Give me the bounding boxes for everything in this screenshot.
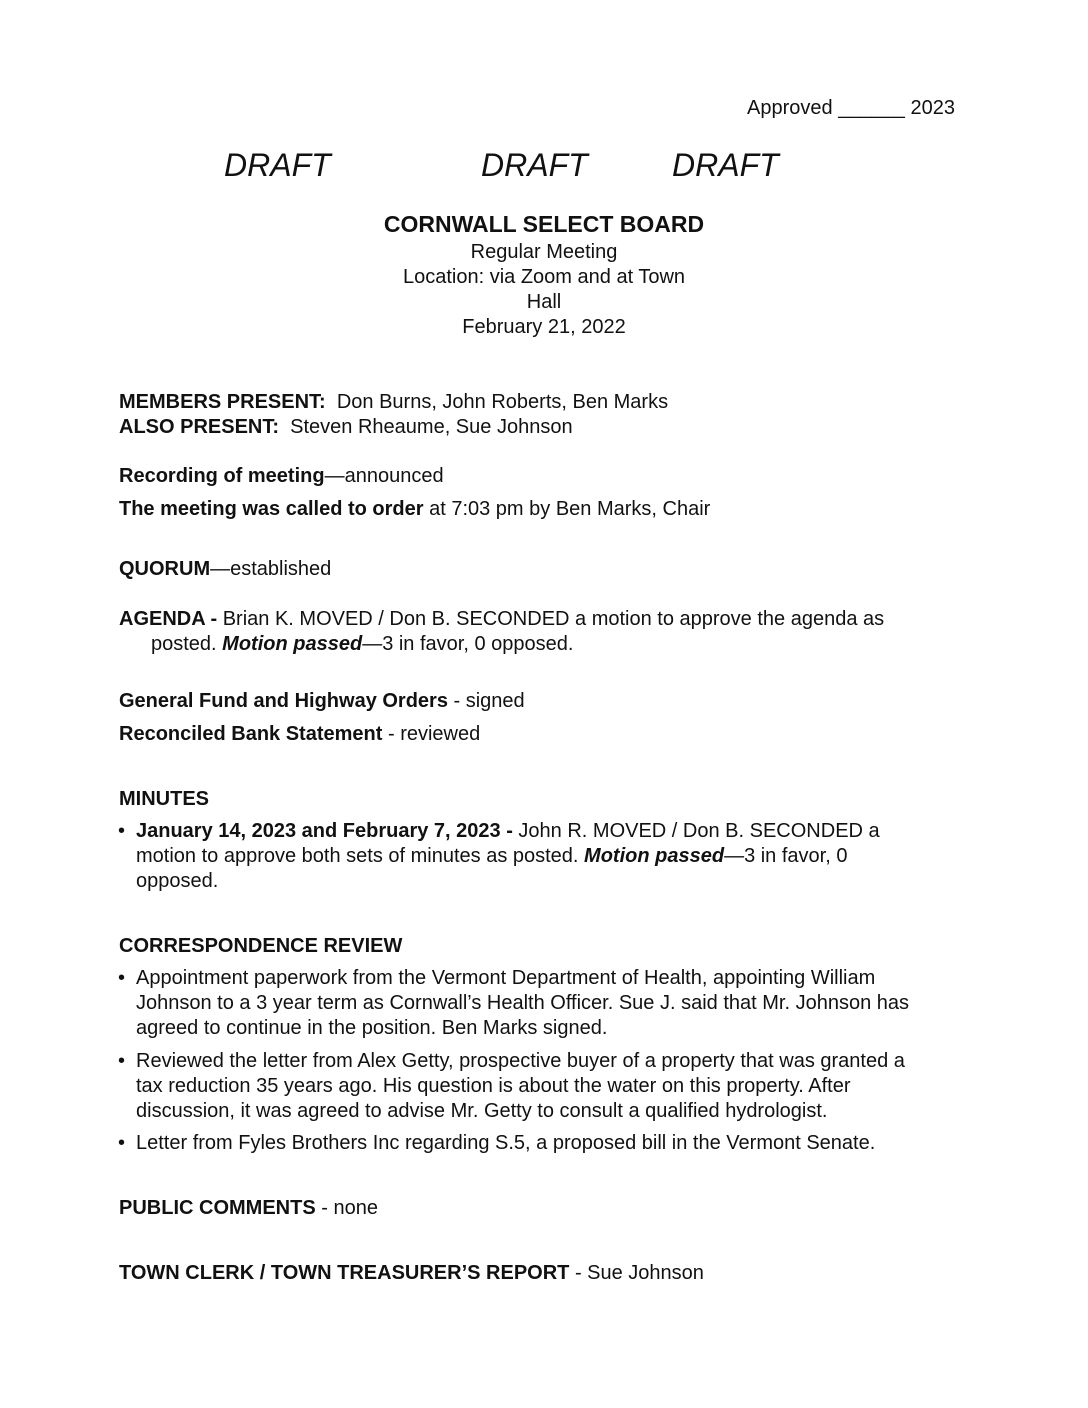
- recording-label: Recording of meeting: [119, 465, 325, 487]
- bullet-icon: •: [118, 1132, 126, 1154]
- minutes-motion-passed: Motion passed: [584, 845, 725, 867]
- correspondence-item-3-line-1: Letter from Fyles Brothers Inc regarding S.5, a proposed bill in the Vermont Senate.: [136, 1132, 876, 1154]
- agenda-motion-passed: Motion passed: [222, 633, 363, 655]
- draft-mark-3: DRAFT: [672, 147, 779, 183]
- quorum-value: —established: [210, 558, 332, 580]
- correspondence-heading: CORRESPONDENCE REVIEW: [119, 935, 403, 957]
- agenda-text-2: posted.: [151, 633, 223, 655]
- orders-line: [119, 689, 525, 714]
- document-title: CORNWALL SELECT BOARD: [383, 211, 705, 237]
- public-comments-line: [119, 1196, 378, 1221]
- bullet-icon: •: [118, 1050, 126, 1072]
- members-present-label: MEMBERS PRESENT:: [119, 391, 326, 413]
- approved-blank: ______: [838, 97, 905, 119]
- agenda-line-1: [119, 607, 884, 632]
- bank-label: Reconciled Bank Statement: [119, 723, 383, 745]
- approved-label: Approved: [747, 97, 833, 119]
- treasurer-report-value: - Sue Johnson: [569, 1262, 704, 1284]
- correspondence-item-2-line-1: Reviewed the letter from Alex Getty, prospective buyer of a property that was granted a: [136, 1050, 905, 1072]
- bullet-icon: •: [118, 967, 126, 989]
- also-present-label: ALSO PRESENT:: [119, 416, 280, 438]
- orders-value: - signed: [447, 690, 525, 712]
- approved-line: [747, 96, 955, 121]
- orders-label: General Fund and Highway Orders: [119, 690, 448, 712]
- correspondence-item-1-line-1: Appointment paperwork from the Vermont Department of Health, appointing William: [136, 967, 876, 989]
- call-to-order-value: at 7:03 pm by Ben Marks, Chair: [423, 498, 711, 520]
- approved-year: 2023: [910, 97, 955, 119]
- location-line-1: Location: via Zoom and at Town: [402, 266, 686, 288]
- meeting-type: Regular Meeting: [470, 241, 618, 263]
- draft-mark-1: DRAFT: [224, 147, 331, 183]
- agenda-vote: —3 in favor, 0 opposed.: [362, 633, 574, 655]
- correspondence-item-2-line-2: tax reduction 35 years ago. His question is about the water on this property. After: [136, 1075, 851, 1097]
- recording-line: [119, 464, 444, 489]
- minutes-item-line-3: opposed.: [136, 870, 219, 892]
- treasurer-report-line: [119, 1261, 704, 1286]
- agenda-label: AGENDA -: [119, 608, 218, 630]
- members-present-value: Don Burns, John Roberts, Ben Marks: [336, 391, 669, 413]
- also-present-value: Steven Rheaume, Sue Johnson: [290, 416, 573, 438]
- minutes-item-line-1: January 14, 2023 and February 7, 2023 - John R. MOVED / Don B. SECONDED a: [136, 820, 880, 842]
- agenda-text-1: Brian K. MOVED / Don B. SECONDED a motion to approve the agenda as: [217, 608, 885, 630]
- bullet-icon: •: [118, 820, 126, 842]
- recording-value: —announced: [324, 465, 444, 487]
- also-present: [119, 415, 573, 440]
- public-comments-label: PUBLIC COMMENTS: [119, 1197, 316, 1219]
- quorum-line: [119, 557, 331, 582]
- location-line-2: Hall: [526, 291, 562, 313]
- call-to-order-line: [119, 497, 710, 522]
- correspondence-item-2-line-3: discussion, it was agreed to advise Mr. Getty to consult a qualified hydrologist.: [136, 1100, 828, 1122]
- minutes-item-line-2: motion to approve both sets of minutes as posted. Motion passed—3 in favor, 0: [136, 845, 848, 867]
- call-to-order-label: The meeting was called to order: [119, 498, 424, 520]
- minutes-heading: MINUTES: [119, 788, 209, 810]
- draft-mark-2: DRAFT: [481, 147, 588, 183]
- members-present: [119, 390, 668, 415]
- correspondence-item-1-line-2: Johnson to a 3 year term as Cornwall’s Health Officer. Sue J. said that Mr. Johnson has: [136, 992, 909, 1014]
- public-comments-value: - none: [315, 1197, 378, 1219]
- minutes-item-label: January 14, 2023 and February 7, 2023 -: [136, 820, 513, 842]
- treasurer-report-label: TOWN CLERK / TOWN TREASURER’S REPORT: [119, 1262, 570, 1284]
- meeting-date: February 21, 2022: [462, 316, 626, 338]
- agenda-line-2: [151, 632, 573, 657]
- bank-value: - reviewed: [382, 723, 481, 745]
- quorum-label: QUORUM: [119, 558, 211, 580]
- bank-line: [119, 722, 480, 747]
- correspondence-item-1-line-3: agreed to continue in the position. Ben Marks signed.: [136, 1017, 608, 1039]
